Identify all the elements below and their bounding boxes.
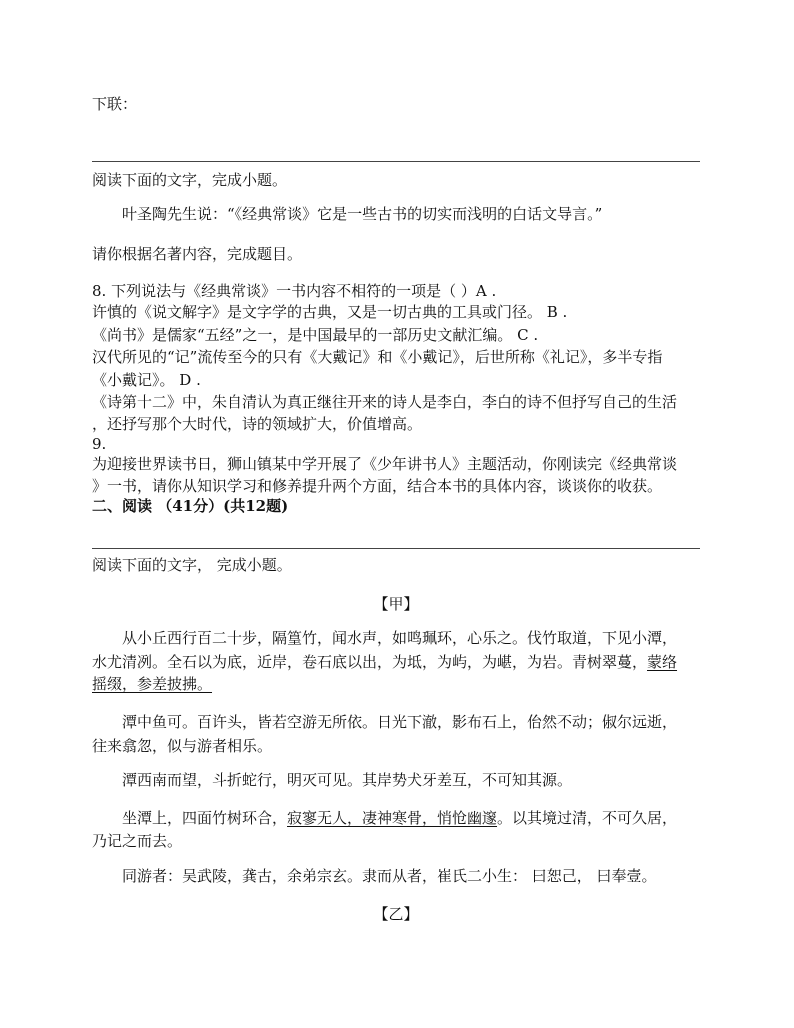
- question-8-option-line: 《小戴记》。 D .: [92, 371, 201, 389]
- passage-jia-label: 【甲】: [373, 595, 419, 613]
- passage-yi-label: 【乙】: [373, 905, 419, 923]
- question-9-number: 9.: [92, 435, 107, 453]
- couplet-label: 下联：: [92, 95, 138, 113]
- passage-line: 潭西南而望，斗折蛇行，明灭可见。其岸势犬牙差互，不可知其源。: [122, 771, 573, 789]
- question-8-option-line: 汉代所见的“记”流传至今的只有《大戴记》和《小戴记》，后世所称《礼记》，多半专指: [92, 348, 663, 366]
- question-8-option-line: ，还抒写那个大时代，诗的领域扩大，价值增高。: [92, 415, 423, 433]
- reading-instruction: 阅读下面的文字， 完成小题。: [92, 556, 292, 574]
- passage-line: 乃记之而去。: [92, 832, 183, 850]
- question-9-line: 为迎接世界读书日，狮山镇某中学开展了《少年讲书人》主题活动，你刚读完《经典常谈: [92, 455, 678, 473]
- passage-line: 从小丘西行百二十步，隔篁竹，闻水声，如鸣珮环，心乐之。伐竹取道，下见小潭，: [122, 629, 678, 647]
- passage-line: [92, 652, 677, 672]
- part-heading: 二、阅读 （41分）(共12题): [92, 497, 289, 515]
- question-8-option-line: 《尚书》是儒家“五经”之一，是中国最早的一部历史文献汇编。 C .: [92, 326, 539, 344]
- passage-line: 往来翕忽，似与游者相乐。: [92, 737, 273, 755]
- passage-line: [92, 674, 212, 694]
- reading-instruction: 阅读下面的文字，完成小题。: [92, 171, 288, 189]
- question-9-line: 》一书，请你从知识学习和修养提升两个方面，结合本书的具体内容，谈谈你的收获。: [92, 477, 663, 495]
- question-8-option-line: 《诗第十二》中，朱自清认为真正继往开来的诗人是李白，李白的诗不但抒写自己的生活: [92, 393, 678, 411]
- question-8-option-line: 许慎的《说文解字》是文字学的古典，又是一切古典的工具或门径。 B .: [92, 303, 568, 321]
- quote-paragraph: 叶圣陶先生说：“《经典常谈》它是一些古书的切实而浅明的白话文导言。”: [122, 205, 603, 223]
- underlined-phrase: 蒙络: [647, 653, 678, 671]
- underlined-phrase: 寂寥无人，凄神寒骨，悄怆幽邃: [287, 809, 498, 827]
- task-instruction: 请你根据名著内容，完成题目。: [92, 245, 303, 263]
- passage-text: 。以其境过清，不可久居，: [497, 809, 678, 827]
- passage-line: [122, 808, 677, 828]
- passage-text: 坐潭上，四面竹树环合，: [122, 809, 288, 827]
- passage-line: 潭中鱼可。百许头，皆若空游无所依。日光下澈，影布石上，佁然不动；俶尔远逝，: [122, 713, 678, 731]
- passage-line: 同游者：吴武陵，龚古，余弟宗玄。隶而从者，崔氏二小生： 曰恕己， 曰奉壹。: [122, 867, 657, 885]
- underlined-phrase: 摇缀，参差披拂。: [92, 675, 213, 693]
- section-divider: [92, 161, 700, 162]
- passage-text: 水尤清冽。全石以为底，近岸，卷石底以出，为坻，为屿，为嵁，为岩。青树翠蔓，: [92, 653, 648, 671]
- question-8-stem: 8. 下列说法与《经典常谈》一书内容不相符的一项是（ ）A .: [92, 282, 497, 300]
- section-divider: [92, 548, 700, 549]
